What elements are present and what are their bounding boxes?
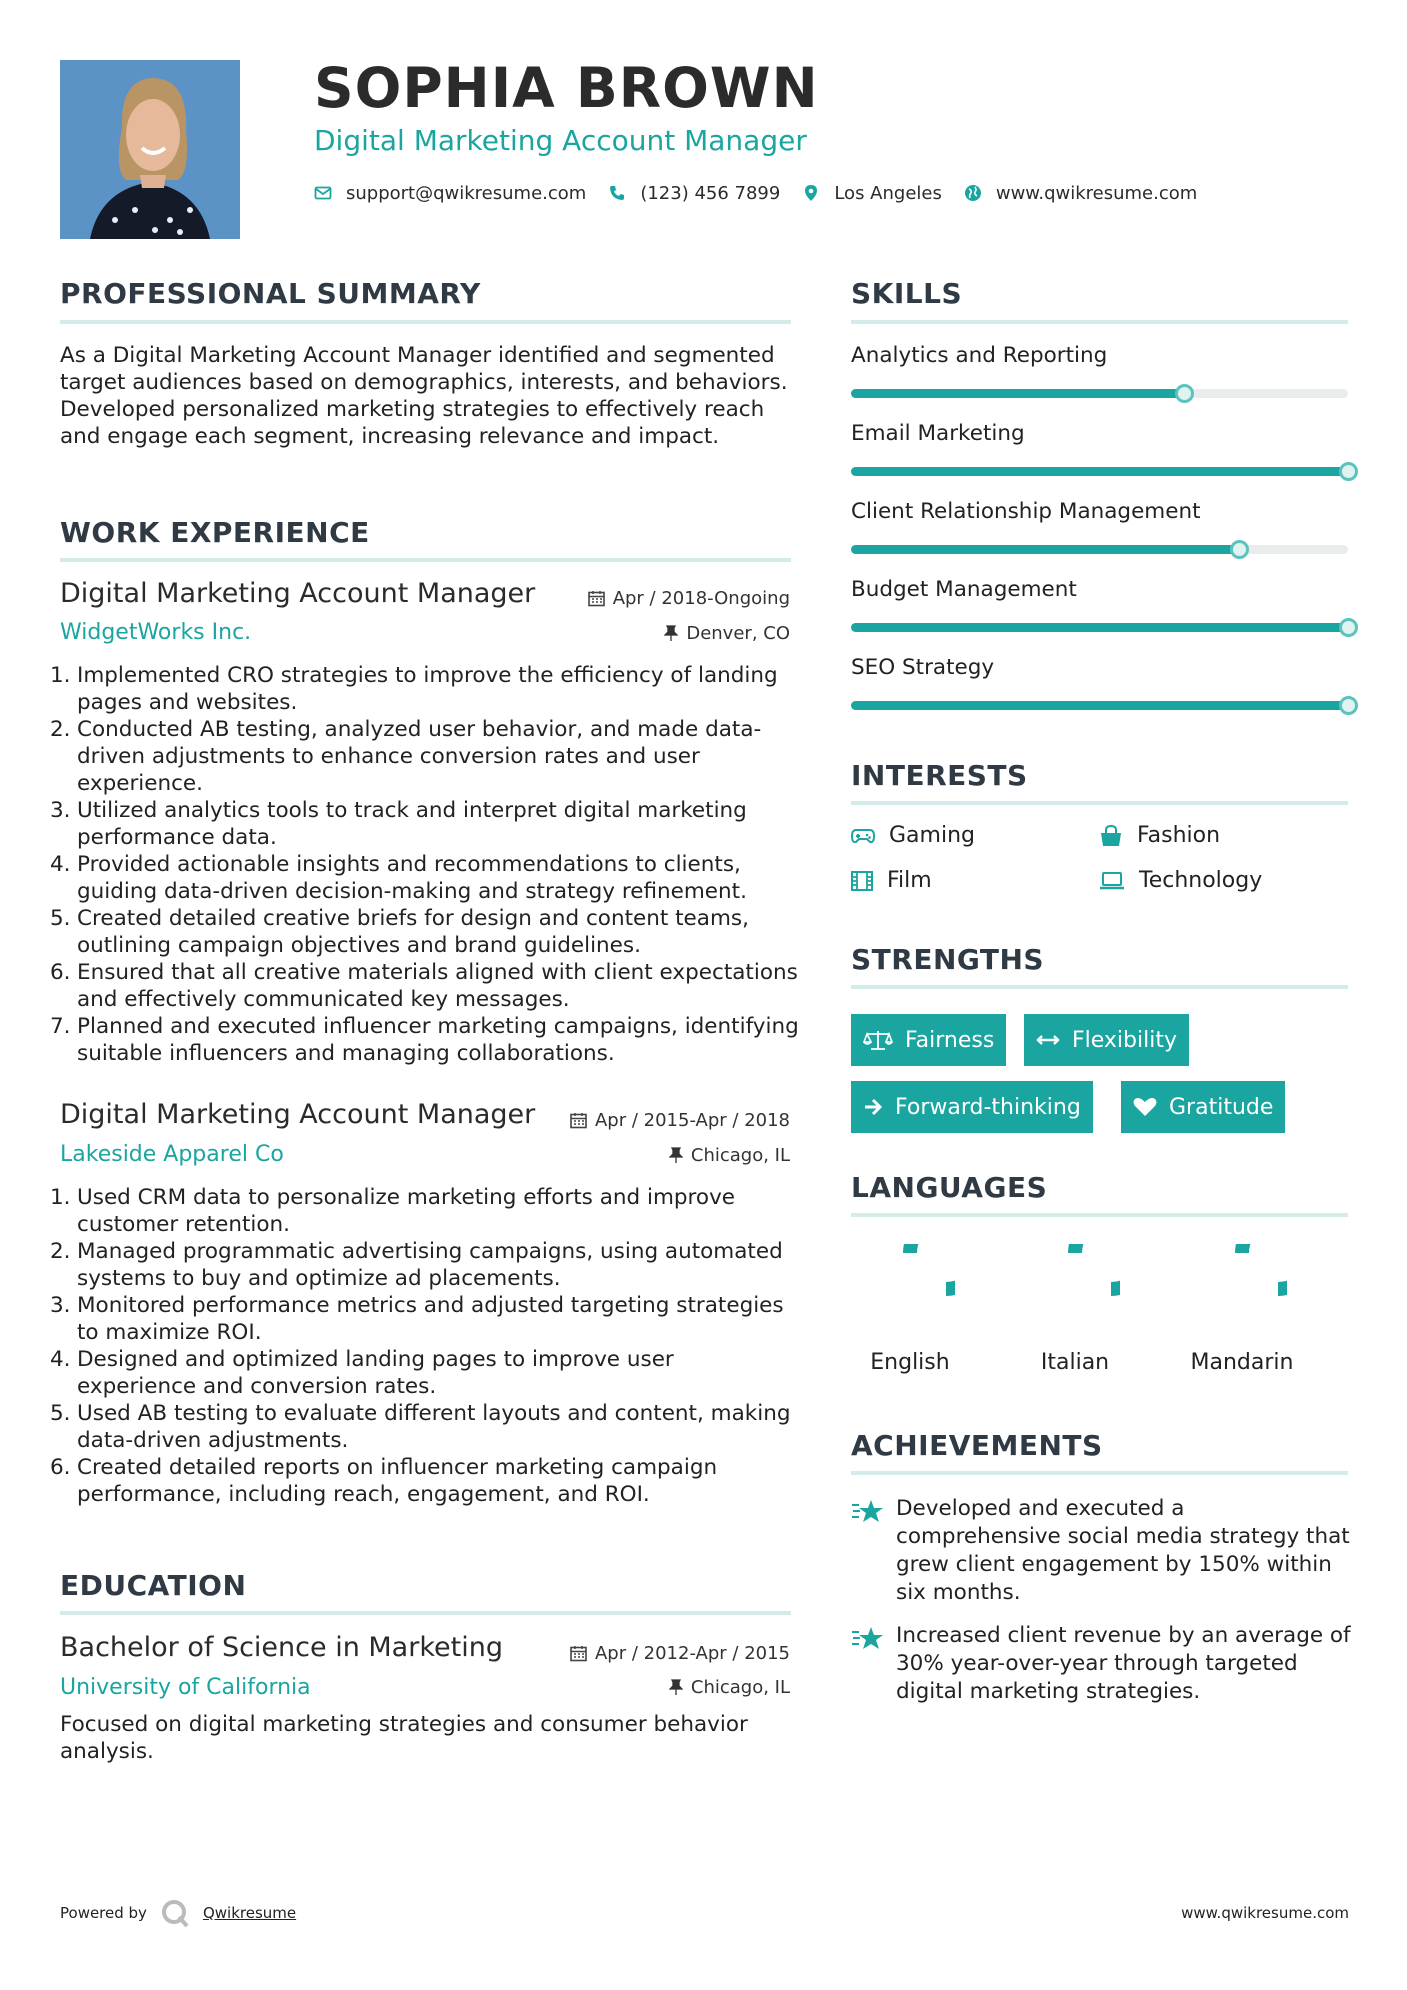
language-ring: [1197, 1244, 1287, 1334]
company-name: Lakeside Apparel Co: [60, 1142, 284, 1167]
summary-text: As a Digital Marketing Account Manager identified and segmented target audiences based on demographics, interests, and behaviors. Developed personalized marketing strategies to effectively reach and engage each segment, increasing relevance and impact.: [60, 343, 788, 449]
list-item: 2. Conducted AB testing, analyzed user behavior, and made data-driven adjustments to enhance conversion rates and user experience.: [50, 717, 762, 796]
list-item: 6. Ensured that all creative materials aligned with client expectations and effectively communicated key messages.: [50, 960, 798, 1012]
phone-icon: [608, 184, 626, 202]
candidate-title: Digital Marketing Account Manager: [314, 124, 807, 157]
language-item: [1182, 1244, 1302, 1375]
section-divider: [60, 558, 791, 562]
company-name: WidgetWorks Inc.: [60, 620, 252, 645]
footer-website-link[interactable]: www.qwikresume.com: [1181, 1904, 1349, 1922]
language-ring-arc: [910, 1244, 955, 1289]
calendar-icon: [570, 1112, 587, 1129]
skill-bar-fill: [851, 701, 1348, 710]
section-divider: [851, 1213, 1348, 1217]
skill-bar: [851, 623, 1348, 632]
star-icon: [851, 1499, 885, 1525]
job-dates: Apr / 2015-Apr / 2018: [570, 1110, 790, 1131]
job-location: Denver, CO: [664, 623, 790, 644]
skill-label: SEO Strategy: [851, 655, 995, 680]
pushpin-icon: [669, 1679, 683, 1696]
job-dates: Apr / 2018-Ongoing: [588, 588, 790, 609]
job-title: Digital Marketing Account Manager: [60, 578, 536, 609]
profile-photo: [60, 60, 240, 239]
skill-bar-knob: [1339, 618, 1358, 637]
map-marker-icon: [802, 184, 820, 202]
skills-heading: SKILLS: [851, 277, 963, 310]
achievements-heading: ACHIEVEMENTS: [851, 1429, 1103, 1462]
phone-number[interactable]: (123) 456 7899: [640, 182, 781, 204]
achievement-item: Developed and executed a comprehensive social media strategy that grew client engagement by 150% within six months.: [851, 1495, 1351, 1607]
language-name: Italian: [1040, 1350, 1110, 1375]
experience-heading: WORK EXPERIENCE: [60, 516, 370, 549]
strength-chip: Forward-thinking: [851, 1081, 1093, 1133]
calendar-icon: [570, 1645, 587, 1662]
list-item: 3. Utilized analytics tools to track and interpret digital marketing performance data.: [50, 798, 747, 850]
education-dates: Apr / 2012-Apr / 2015: [570, 1643, 790, 1664]
pushpin-icon: [664, 625, 678, 642]
list-item: 4. Designed and optimized landing pages to improve user experience and conversion rates.: [50, 1347, 674, 1399]
language-name: Mandarin: [1190, 1350, 1294, 1375]
list-item: 5. Created detailed creative briefs for design and content teams, outlining campaign objectives and brand guidelines.: [50, 906, 749, 958]
film-icon: [851, 871, 873, 891]
language-ring: [865, 1244, 955, 1334]
interests-heading: INTERESTS: [851, 759, 1028, 792]
skill-label: Analytics and Reporting: [851, 343, 1108, 368]
skill-bar-fill: [851, 623, 1348, 632]
candidate-name: SOPHIA BROWN: [314, 56, 819, 120]
star-icon: [851, 1626, 885, 1652]
language-ring: [1030, 1244, 1120, 1334]
section-divider: [851, 1471, 1348, 1475]
website-link[interactable]: www.qwikresume.com: [995, 182, 1198, 204]
language-item: [850, 1244, 970, 1375]
school-name: University of California: [60, 1675, 311, 1700]
list-item: 4. Provided actionable insights and recommendations to clients, guiding data-driven decision-making and strategy refinement.: [50, 852, 747, 904]
strength-chip: Fairness: [851, 1014, 1006, 1066]
strength-chip: Gratitude: [1121, 1081, 1285, 1133]
language-ring-arc: [1075, 1244, 1120, 1289]
contact-bar: [314, 178, 1219, 208]
section-divider: [851, 985, 1348, 989]
list-item: 5. Used AB testing to evaluate different layouts and content, making data-driven adjustments.: [50, 1401, 791, 1453]
interest-item: Film: [851, 868, 932, 893]
globe-icon: [964, 184, 982, 202]
skill-bar-knob: [1230, 540, 1249, 559]
section-divider: [60, 1611, 791, 1615]
qwikresume-logo-icon: [159, 1898, 193, 1928]
section-divider: [60, 320, 791, 324]
job-title: Digital Marketing Account Manager: [60, 1099, 536, 1130]
list-item: 3. Monitored performance metrics and adjusted targeting strategies to maximize ROI.: [50, 1293, 784, 1345]
education-description: Focused on digital marketing strategies and consumer behavior analysis.: [60, 1712, 748, 1764]
list-item: 2. Managed programmatic advertising campaigns, using automated systems to buy and optimize ad placements.: [50, 1239, 783, 1291]
section-divider: [851, 801, 1348, 805]
list-item: 7. Planned and executed influencer marketing campaigns, identifying suitable influencers and managing collaborations.: [50, 1014, 799, 1066]
interest-item: Technology: [1099, 868, 1262, 893]
language-ring-arc: [1242, 1244, 1287, 1289]
skill-label: Client Relationship Management: [851, 499, 1201, 524]
job-bullets: [52, 1184, 797, 1508]
location: Los Angeles: [834, 182, 942, 204]
arrows-horizontal-icon: [1036, 1033, 1060, 1047]
envelope-icon: [314, 184, 332, 202]
skill-bar-fill: [851, 389, 1184, 398]
calendar-icon: [588, 590, 605, 607]
language-item: [1015, 1244, 1135, 1375]
skill-label: Email Marketing: [851, 421, 1025, 446]
skill-bar-knob: [1339, 696, 1358, 715]
gamepad-icon: [851, 827, 875, 845]
skill-bar: [851, 389, 1348, 398]
education-heading: EDUCATION: [60, 1569, 247, 1602]
skill-bar-knob: [1175, 384, 1194, 403]
pushpin-icon: [669, 1147, 683, 1164]
languages-heading: LANGUAGES: [851, 1171, 1048, 1204]
shopping-bag-icon: [1099, 825, 1123, 847]
skill-bar: [851, 467, 1348, 476]
footer-powered-by: Powered by Qwikresume: [60, 1898, 296, 1928]
skill-bar-fill: [851, 545, 1239, 554]
section-divider: [851, 320, 1348, 324]
job-bullets: [52, 662, 802, 1067]
interest-item: Fashion: [1099, 823, 1220, 848]
strength-chip: Flexibility: [1024, 1014, 1189, 1066]
arrow-right-icon: [863, 1098, 883, 1116]
skill-bar-fill: [851, 467, 1348, 476]
heart-icon: [1133, 1097, 1157, 1117]
laptop-icon: [1099, 872, 1125, 890]
list-item: 1. Used CRM data to personalize marketing efforts and improve customer retention.: [50, 1185, 736, 1237]
interest-item: Gaming: [851, 823, 975, 848]
strengths-heading: STRENGTHS: [851, 943, 1045, 976]
job-location: Chicago, IL: [669, 1145, 790, 1166]
achievement-item: Increased client revenue by an average of 30% year-over-year through targeted digital marketing strategies.: [851, 1622, 1351, 1706]
qwikresume-link[interactable]: Qwikresume: [202, 1904, 297, 1922]
list-item: 1. Implemented CRO strategies to improve the efficiency of landing pages and websites.: [50, 663, 778, 715]
summary-heading: PROFESSIONAL SUMMARY: [60, 277, 481, 310]
skill-bar: [851, 545, 1348, 554]
education-location: Chicago, IL: [669, 1677, 790, 1698]
degree-title: Bachelor of Science in Marketing: [60, 1632, 503, 1663]
email-link[interactable]: support@qwikresume.com: [346, 182, 587, 204]
skill-label: Budget Management: [851, 577, 1077, 602]
list-item: 6. Created detailed reports on influencer marketing campaign performance, including reach, engagement, and ROI.: [50, 1455, 718, 1507]
skill-bar-knob: [1339, 462, 1358, 481]
language-name: English: [870, 1350, 950, 1375]
skill-bar: [851, 701, 1348, 710]
balance-scale-icon: [863, 1029, 893, 1051]
